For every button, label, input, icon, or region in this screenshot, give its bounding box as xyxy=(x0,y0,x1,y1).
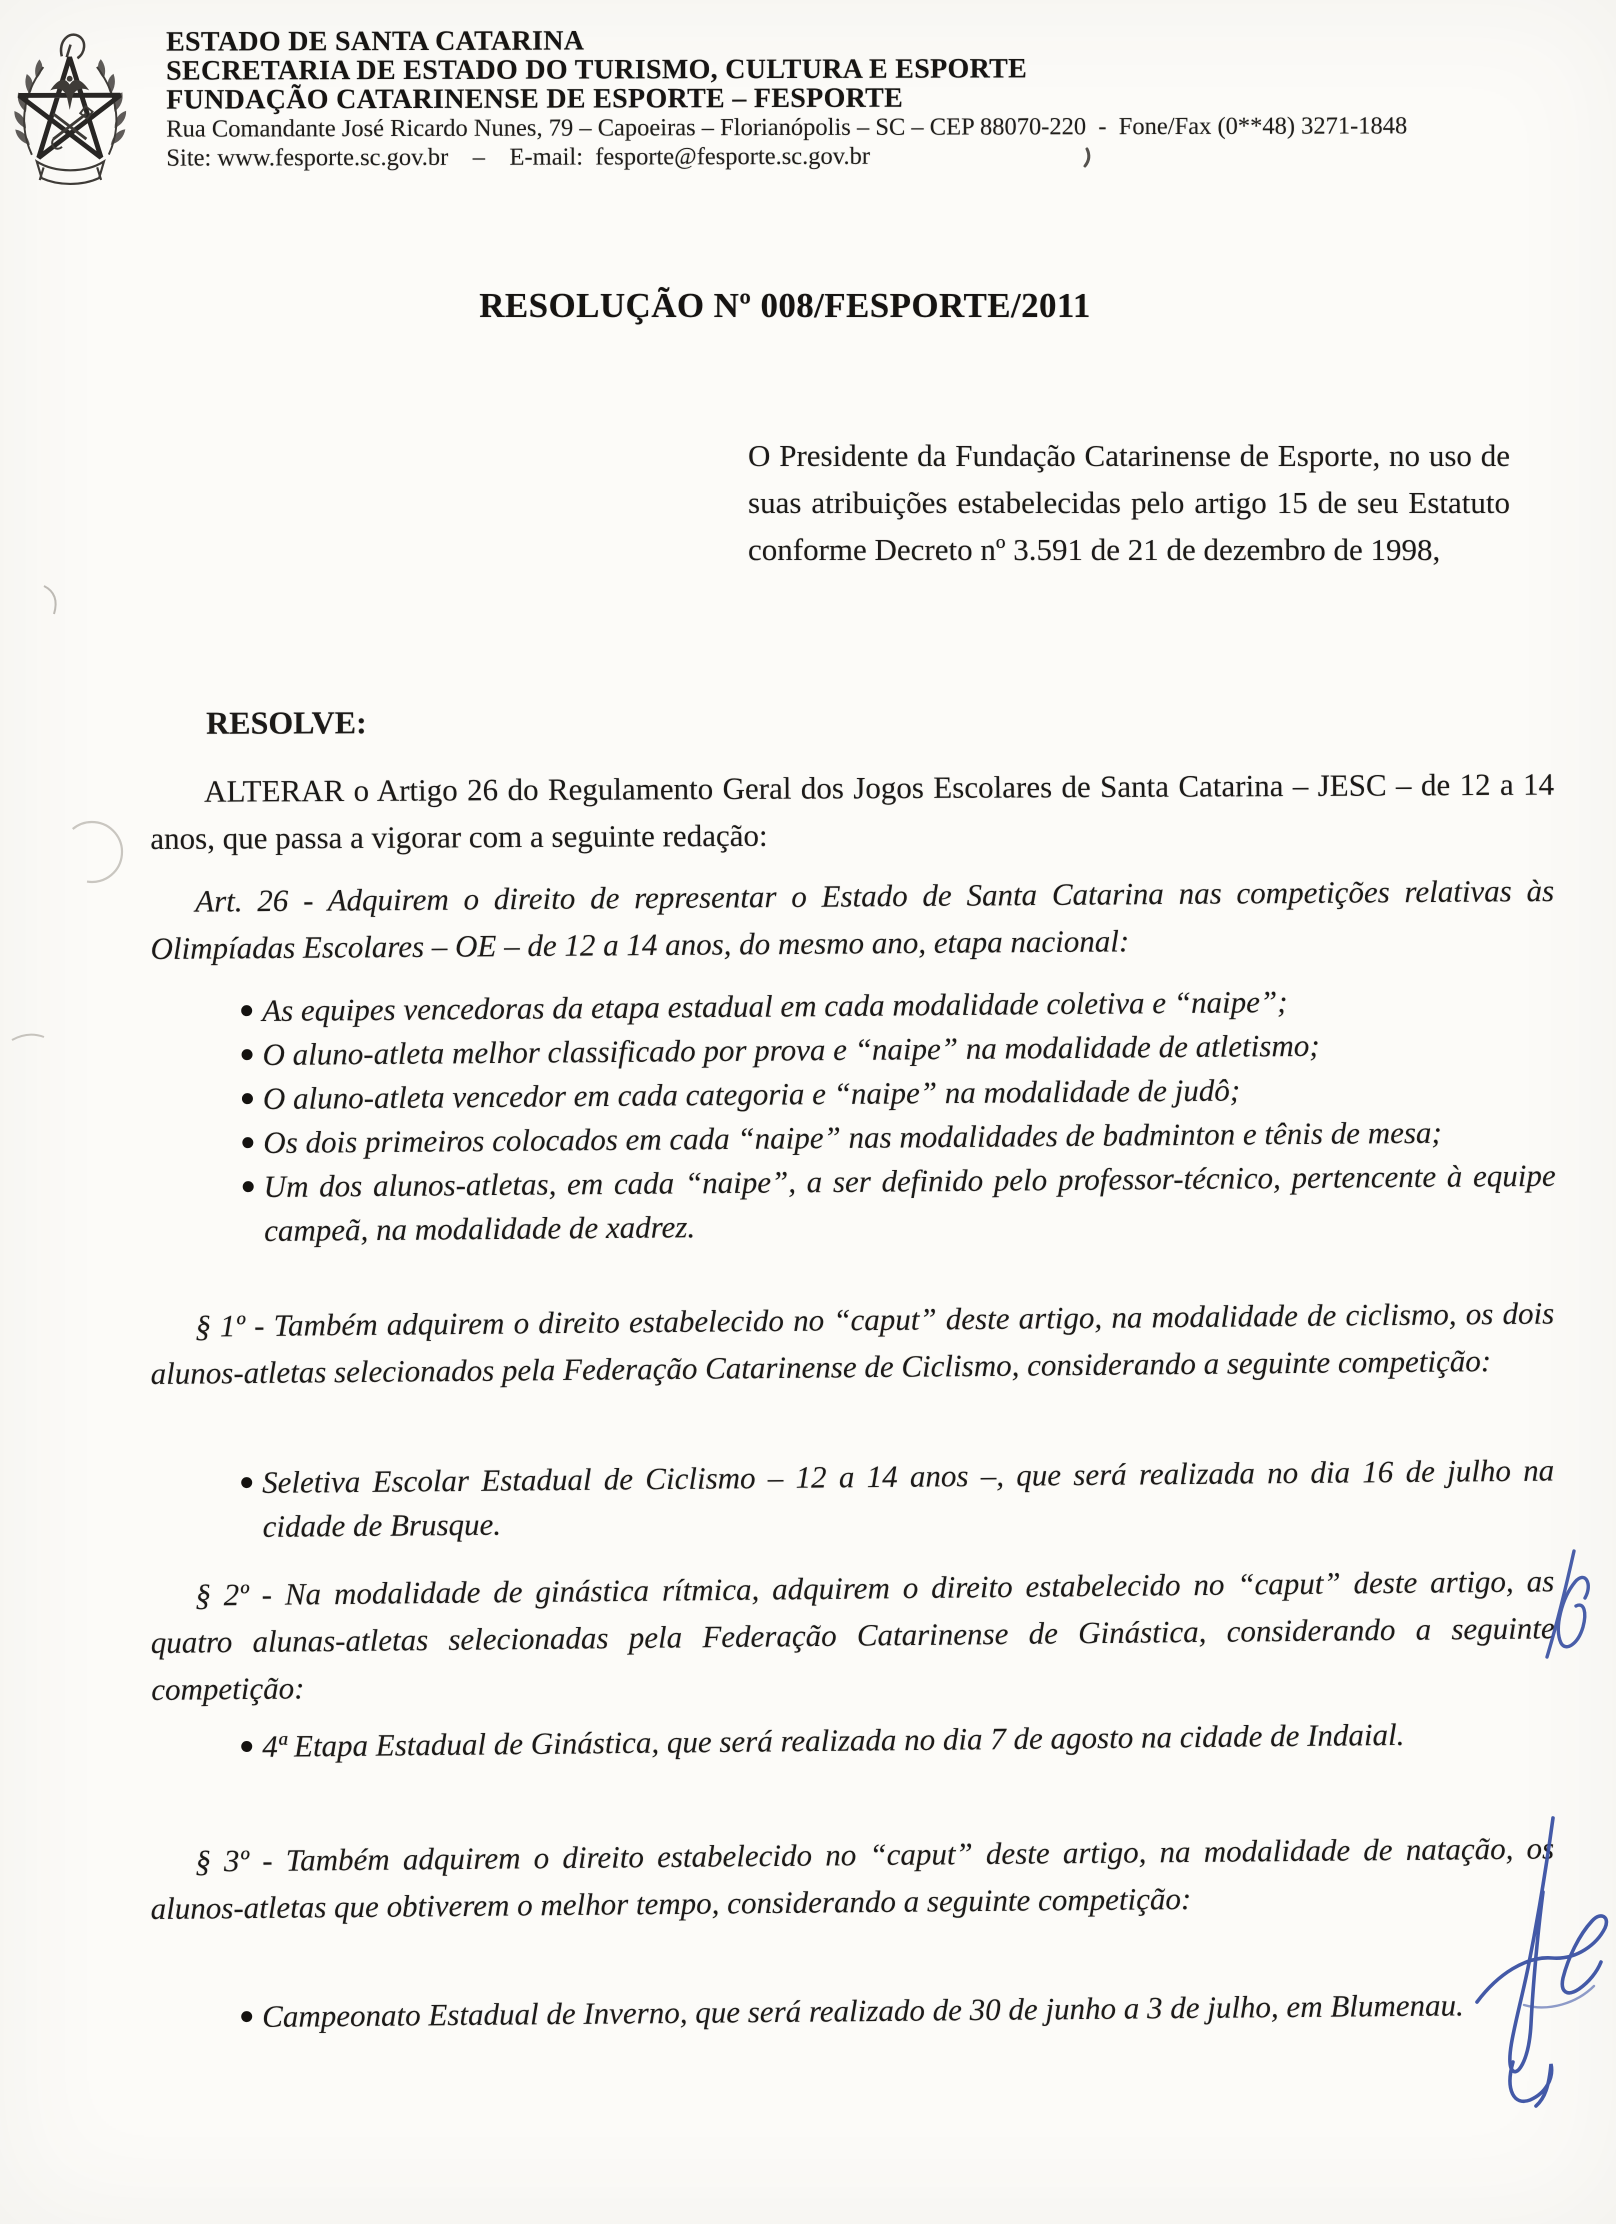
list-item: O aluno-atleta melhor classificado por prova e “naipe” na modalidade de atletismo; xyxy=(238,1022,1554,1077)
paragraph-1-list xyxy=(150,1449,1555,1550)
document-title: RESOLUÇÃO Nº 008/FESPORTE/2011 xyxy=(479,286,1091,325)
list-item: Campeonato Estadual de Inverno, que será realizado de 30 de junho a 3 de julho, em Blumenau. xyxy=(238,1983,1554,2040)
header-address-line: Rua Comandante José Ricardo Nunes, 79 – Capoeiras – Florianópolis – SC – CEP 88070-220 - Fone/Fax (0**48) 3271-1848 xyxy=(166,112,1408,143)
coat-of-arms-icon xyxy=(14,28,126,194)
paragraph-1: § 1º - Também adquirem o direito estabelecido no “caput” deste artigo, na modalidade de ciclismo, os dois alunos-atletas selecionados pela Federação Catarinense de Ciclismo, considerando a seguinte competição: xyxy=(150,1295,1555,1391)
alterar-paragraph: ALTERAR o Artigo 26 do Regulamento Geral dos Jogos Escolares de Santa Catarina – JESC – de 12 a 14 anos, que passa a vigorar com a seguinte redação: xyxy=(150,766,1555,856)
paragraph-2: § 2º - Na modalidade de ginástica rítmica, adquirem o direito estabelecido no “caput” deste artigo, as quatro alunas-atletas selecionadas pela Federação Catarinense de Ginástica, considerando a seguinte competição: xyxy=(150,1563,1555,1707)
list-item: As equipes vencedoras da etapa estadual em cada modalidade coletiva e “naipe”; xyxy=(238,978,1554,1033)
paragraph-2-list xyxy=(150,1711,1554,1770)
article-26-list xyxy=(150,978,1556,1254)
list-item: O aluno-atleta vencedor em cada categoria e “naipe” na modalidade de judô; xyxy=(239,1066,1555,1121)
document-body xyxy=(150,0,1554,2224)
article-26-paragraph: Art. 26 - Adquirem o direito de representar o Estado de Santa Catarina nas competições relativas às Olimpíadas Escolares – OE – de 12 a 14 anos, do mesmo ano, etapa nacional: xyxy=(150,872,1555,966)
header-org-line-3: FUNDAÇÃO CATARINENSE DE ESPORTE – FESPORTE xyxy=(166,82,904,116)
header-org-line-1: ESTADO DE SANTA CATARINA xyxy=(166,25,585,58)
paragraph-3-list xyxy=(150,1983,1554,2040)
paragraph-3: § 3º - Também adquirem o direito estabelecido no “caput” deste artigo, na modalidade de natação, os alunos-atletas que obtiverem o melhor tempo, considerando a seguinte competição: xyxy=(150,1830,1555,1926)
preamble-paragraph: O Presidente da Fundação Catarinense de Esporte, no uso de suas atribuições estabelecidas pelo artigo 15 de seu Estatuto conforme Decreto nº 3.591 de 21 de dezembro de 1998, xyxy=(748,438,1510,567)
list-item: Os dois primeiros colocados em cada “naipe” nas modalidades de badminton e tênis de mesa; xyxy=(239,1110,1555,1165)
list-item: Seletiva Escolar Estadual de Ciclismo – 12 a 14 anos –, que será realizada no dia 16 de julho na cidade de Brusque. xyxy=(238,1449,1555,1550)
list-item: 4ª Etapa Estadual de Ginástica, que será realizada no dia 7 de agosto na cidade de Indaial. xyxy=(238,1711,1554,1769)
resolve-heading: RESOLVE: xyxy=(206,704,367,741)
header-contacts-line: Site: www.fesporte.sc.gov.br – E-mail: fesporte@fesporte.sc.gov.br xyxy=(166,142,871,172)
list-item: Um dos alunos-atletas, em cada “naipe”, a ser definido pelo professor-técnico, pertencente à equipe campeã, na modalidade de xadrez. xyxy=(240,1154,1557,1253)
header-org-line-2: SECRETARIA DE ESTADO DO TURISMO, CULTURA E ESPORTE xyxy=(166,53,1028,87)
scan-artifact xyxy=(12,586,134,1040)
